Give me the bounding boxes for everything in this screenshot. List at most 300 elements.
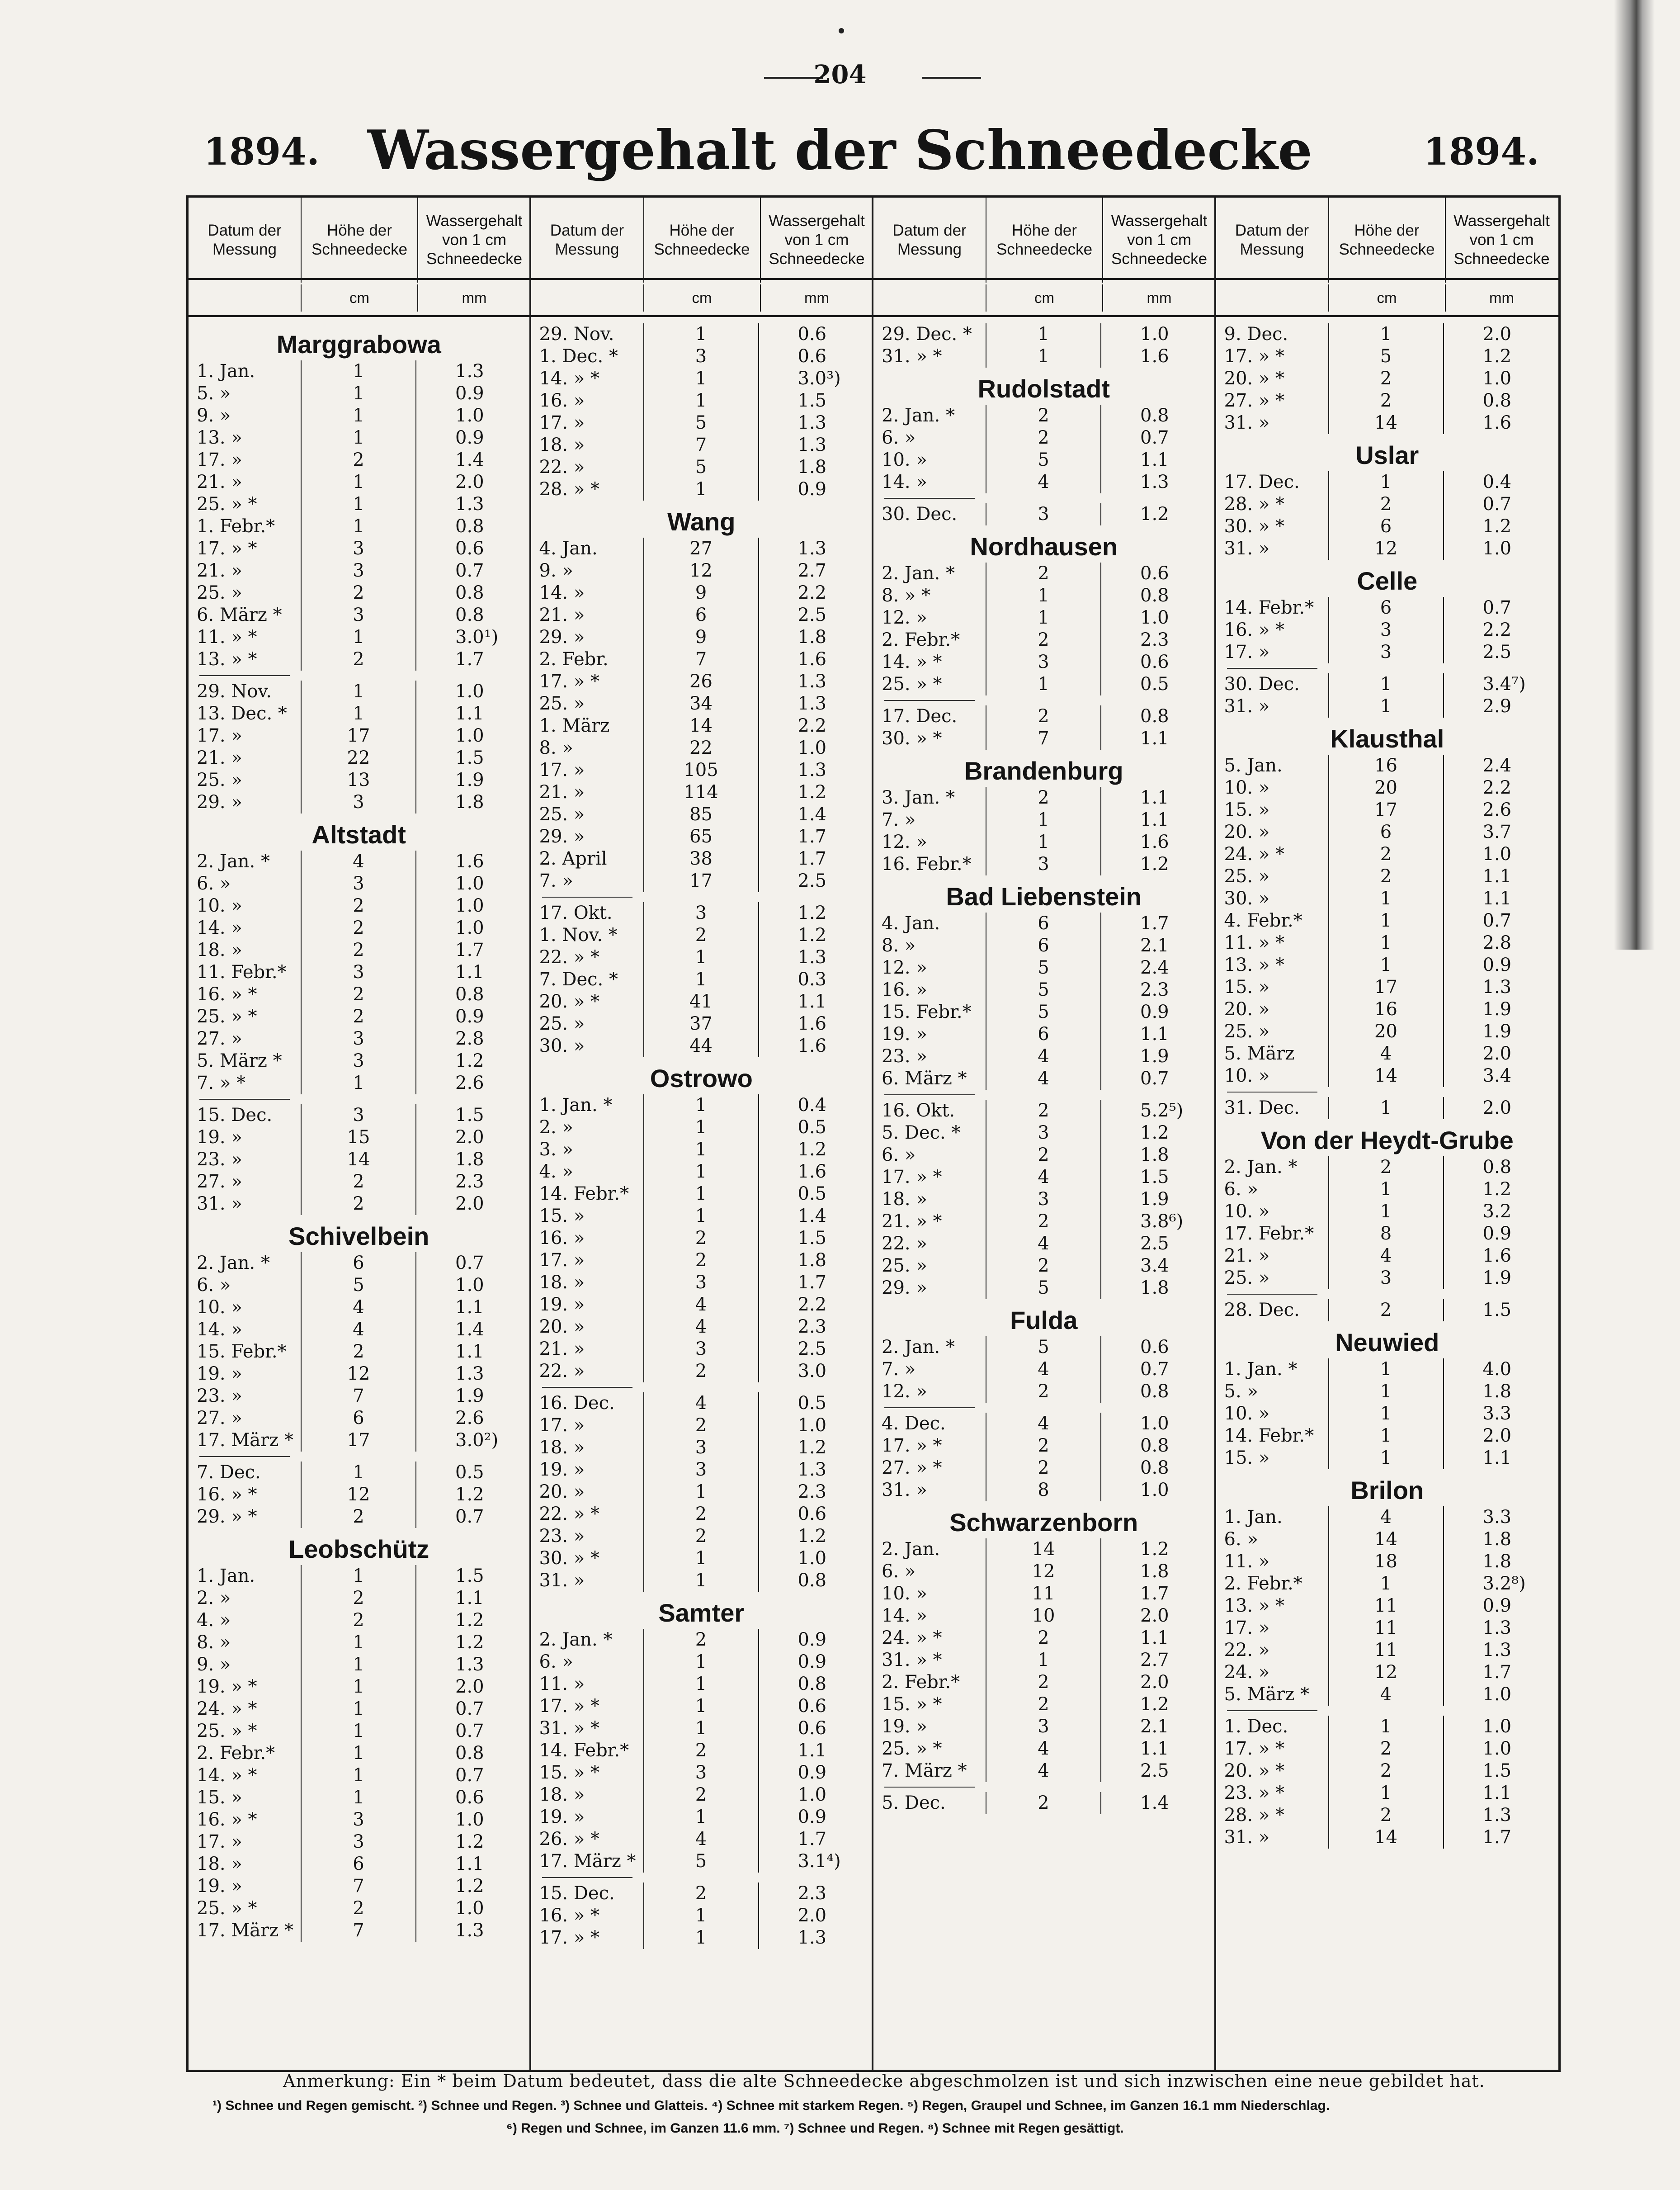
date-cell: 6. März * bbox=[197, 605, 282, 625]
date-cell: 13. » * bbox=[1224, 1595, 1285, 1616]
date-cell: 8. » bbox=[882, 935, 916, 956]
water-cell: 0.9 bbox=[1482, 1223, 1512, 1244]
date-cell: 5. » bbox=[1224, 1381, 1258, 1402]
height-cell: 65 bbox=[643, 826, 759, 848]
table-row bbox=[189, 405, 529, 427]
date-cell: 17. » * bbox=[1224, 1738, 1285, 1759]
water-cell: 0.8 bbox=[1482, 1157, 1512, 1178]
date-cell: 25. » bbox=[197, 770, 242, 790]
height-cell: 4 bbox=[986, 1413, 1101, 1435]
table-row bbox=[873, 728, 1214, 750]
height-cell: 7 bbox=[301, 1385, 416, 1407]
water-cell: 2.7 bbox=[798, 560, 827, 581]
water-cell: 1.0 bbox=[1140, 1413, 1169, 1434]
height-cell: 5 bbox=[643, 1850, 759, 1873]
column-body bbox=[1216, 317, 1558, 1849]
water-cell: 1.9 bbox=[1140, 1189, 1169, 1210]
height-cell: 34 bbox=[643, 693, 759, 715]
table-row bbox=[1216, 323, 1558, 345]
water-cell: 1.3 bbox=[455, 494, 484, 515]
water-cell: 1.6 bbox=[1140, 832, 1169, 852]
date-cell: 19. » bbox=[197, 1876, 242, 1897]
water-cell: 2.3 bbox=[798, 1481, 827, 1502]
water-cell: 1.0 bbox=[455, 895, 484, 916]
table-row bbox=[1216, 1097, 1558, 1119]
date-cell: 17. » * bbox=[1224, 346, 1285, 367]
height-cell: 14 bbox=[643, 715, 759, 737]
water-cell: 2.1 bbox=[1140, 935, 1169, 956]
date-cell: 17. » bbox=[539, 1250, 585, 1271]
height-cell: 2 bbox=[301, 1609, 416, 1632]
date-cell: 4. Febr.* bbox=[1224, 910, 1302, 931]
water-cell: 1.1 bbox=[1140, 728, 1169, 749]
height-cell: 2 bbox=[643, 1784, 759, 1806]
date-cell: 20. » * bbox=[1224, 368, 1285, 389]
water-cell: 1.7 bbox=[455, 649, 484, 670]
table-row bbox=[189, 1104, 529, 1126]
water-cell: 1.2 bbox=[1140, 1694, 1169, 1715]
table-row bbox=[189, 961, 529, 984]
unit-height: cm bbox=[986, 284, 1103, 312]
height-cell: 11 bbox=[1328, 1617, 1444, 1639]
water-cell: 1.0 bbox=[455, 1275, 484, 1296]
table-row bbox=[873, 1738, 1214, 1760]
height-cell: 9 bbox=[643, 582, 759, 604]
table-row bbox=[531, 1717, 872, 1740]
table-row bbox=[531, 538, 872, 560]
water-cell: 1.6 bbox=[798, 1161, 827, 1182]
table-row bbox=[873, 471, 1214, 493]
height-cell: 1 bbox=[643, 1695, 759, 1717]
water-cell: 0.9 bbox=[1140, 1002, 1169, 1022]
table-row bbox=[1216, 538, 1558, 560]
table-row bbox=[189, 1897, 529, 1920]
height-cell: 2 bbox=[986, 1627, 1101, 1649]
table-row bbox=[189, 703, 529, 725]
height-cell: 11 bbox=[1328, 1639, 1444, 1661]
date-cell: 31. » bbox=[197, 1193, 242, 1214]
date-cell: 20. » * bbox=[539, 991, 600, 1012]
water-cell: 2.3 bbox=[798, 1883, 827, 1904]
date-cell: 27. » bbox=[197, 1171, 242, 1192]
date-cell: 7. » bbox=[882, 1359, 916, 1380]
header-date: Datum der Messung bbox=[208, 222, 282, 258]
water-cell: 1.5 bbox=[1140, 1167, 1169, 1187]
height-cell: 3 bbox=[301, 604, 416, 626]
table-row bbox=[189, 984, 529, 1006]
table-row bbox=[531, 1481, 872, 1503]
date-cell: 7. März * bbox=[882, 1760, 967, 1781]
height-cell: 4 bbox=[643, 1828, 759, 1850]
height-cell: 1 bbox=[301, 1787, 416, 1809]
water-cell: 0.7 bbox=[455, 1765, 484, 1786]
water-cell: 2.0 bbox=[455, 472, 484, 492]
table-row bbox=[1216, 998, 1558, 1021]
table-row bbox=[189, 449, 529, 471]
water-cell: 1.2 bbox=[1482, 1179, 1512, 1200]
table-row bbox=[873, 607, 1214, 629]
height-cell: 14 bbox=[1328, 1826, 1444, 1849]
height-cell: 4 bbox=[1328, 1043, 1444, 1065]
water-cell: 1.7 bbox=[798, 848, 827, 869]
water-cell: 1.4 bbox=[455, 1319, 484, 1340]
water-cell: 1.2 bbox=[1482, 516, 1512, 537]
date-cell: 17. » * bbox=[197, 538, 257, 559]
date-cell: 8. » bbox=[539, 738, 573, 758]
date-cell: 14. » bbox=[882, 1605, 927, 1626]
table-row bbox=[189, 538, 529, 560]
water-cell: 1.1 bbox=[1482, 1447, 1512, 1468]
date-cell: 5. Dec. * bbox=[882, 1122, 961, 1143]
water-cell: 2.1 bbox=[1140, 1716, 1169, 1737]
water-cell: 0.8 bbox=[1482, 390, 1512, 411]
water-cell: 3.4 bbox=[1482, 1065, 1512, 1086]
table-row bbox=[873, 1122, 1214, 1144]
date-cell: 25. » bbox=[539, 1013, 585, 1034]
date-cell: 15. Dec. bbox=[197, 1105, 273, 1126]
height-cell: 1 bbox=[986, 345, 1101, 368]
table-row bbox=[531, 826, 872, 848]
date-cell: 19. » bbox=[197, 1127, 242, 1148]
table-row bbox=[531, 848, 872, 870]
table-row bbox=[189, 1920, 529, 1942]
date-cell: 6. » bbox=[197, 1275, 231, 1296]
table-row bbox=[189, 1252, 529, 1274]
date-cell: 19. » bbox=[882, 1024, 927, 1045]
height-cell: 1 bbox=[643, 1481, 759, 1503]
water-cell: 1.4 bbox=[1140, 1793, 1169, 1813]
table-row bbox=[189, 1720, 529, 1742]
date-cell: 7. Dec. bbox=[197, 1462, 261, 1483]
height-cell: 85 bbox=[643, 804, 759, 826]
date-cell: 1. Jan. bbox=[1224, 1507, 1283, 1528]
height-cell: 6 bbox=[1328, 597, 1444, 619]
table-row bbox=[873, 1358, 1214, 1381]
season-separator bbox=[189, 1452, 529, 1462]
water-cell: 0.8 bbox=[798, 1570, 827, 1591]
date-cell: 17. » bbox=[539, 412, 585, 433]
station-name: Wang bbox=[667, 507, 736, 536]
height-cell: 1 bbox=[643, 1205, 759, 1227]
date-cell: 16. » bbox=[882, 979, 927, 1000]
date-cell: 22. » * bbox=[539, 947, 600, 968]
height-cell: 2 bbox=[643, 1414, 759, 1437]
date-cell: 15. » bbox=[1224, 799, 1270, 820]
height-cell: 1 bbox=[1328, 910, 1444, 932]
height-cell: 5 bbox=[643, 412, 759, 434]
date-cell: 19. » bbox=[197, 1363, 242, 1384]
table-row bbox=[873, 1023, 1214, 1045]
season-separator bbox=[1216, 1087, 1558, 1097]
header-date: Datum der Messung bbox=[550, 222, 624, 258]
date-cell: 12. » bbox=[882, 957, 927, 978]
water-cell: 1.7 bbox=[455, 940, 484, 960]
height-cell: 1 bbox=[1328, 1358, 1444, 1381]
station-name: Uslar bbox=[1355, 441, 1419, 469]
height-cell: 17 bbox=[643, 870, 759, 892]
water-cell: 0.9 bbox=[455, 383, 484, 404]
date-cell: 30. Dec. bbox=[882, 504, 958, 525]
water-cell: 0.6 bbox=[798, 324, 827, 345]
height-cell: 1 bbox=[643, 1806, 759, 1828]
date-cell: 31. » bbox=[1224, 538, 1270, 559]
water-cell: 2.5 bbox=[1140, 1233, 1169, 1254]
height-cell: 1 bbox=[301, 1698, 416, 1720]
water-cell: 0.6 bbox=[455, 1787, 484, 1808]
height-cell: 1 bbox=[301, 626, 416, 648]
date-cell: 14. Febr.* bbox=[1224, 597, 1314, 618]
height-cell: 2 bbox=[986, 1255, 1101, 1277]
table-row bbox=[531, 560, 872, 582]
season-separator bbox=[873, 695, 1214, 705]
date-cell: 28. » * bbox=[1224, 494, 1285, 515]
water-cell: 1.7 bbox=[1482, 1827, 1512, 1848]
table-row bbox=[189, 1654, 529, 1676]
water-cell: 0.9 bbox=[455, 427, 484, 448]
date-cell: 3. » bbox=[539, 1139, 573, 1160]
height-cell: 38 bbox=[643, 848, 759, 870]
date-cell: 10. » bbox=[882, 449, 927, 470]
water-cell: 0.7 bbox=[455, 560, 484, 581]
height-cell: 1 bbox=[643, 390, 759, 412]
date-cell: 3. Jan. * bbox=[882, 787, 955, 808]
date-cell: 2. Febr.* bbox=[1224, 1573, 1302, 1594]
water-cell: 1.0 bbox=[798, 1784, 827, 1805]
table-row bbox=[531, 1205, 872, 1227]
water-cell: 1.7 bbox=[1482, 1662, 1512, 1683]
table-row bbox=[189, 851, 529, 873]
table-row bbox=[189, 917, 529, 939]
water-cell: 2.3 bbox=[455, 1171, 484, 1192]
water-cell: 1.0 bbox=[1482, 538, 1512, 559]
height-cell: 2 bbox=[301, 895, 416, 917]
column-body bbox=[531, 317, 872, 1949]
height-cell: 3 bbox=[301, 1831, 416, 1853]
height-cell: 1 bbox=[643, 946, 759, 969]
height-cell: 4 bbox=[643, 1392, 759, 1414]
height-cell: 6 bbox=[986, 913, 1101, 935]
height-cell: 1 bbox=[1328, 1573, 1444, 1595]
date-cell: 2. Jan. * bbox=[539, 1629, 613, 1650]
height-cell: 6 bbox=[643, 604, 759, 626]
date-cell: 14. » * bbox=[539, 368, 600, 389]
table-row bbox=[873, 831, 1214, 853]
date-cell: 7. » * bbox=[197, 1073, 246, 1093]
table-row bbox=[531, 478, 872, 501]
height-cell: 4 bbox=[986, 1738, 1101, 1760]
table-row bbox=[1216, 1403, 1558, 1425]
table-row bbox=[189, 791, 529, 814]
date-cell: 16. » bbox=[539, 390, 585, 411]
season-separator bbox=[1216, 1289, 1558, 1299]
date-cell: 9. » bbox=[197, 405, 231, 426]
date-cell: 23. » bbox=[539, 1526, 585, 1547]
header-rule bbox=[1216, 278, 1560, 280]
header-height: Höhe der Schneedecke bbox=[301, 198, 418, 283]
water-cell: 2.0 bbox=[455, 1193, 484, 1214]
water-cell: 1.6 bbox=[798, 1013, 827, 1034]
date-cell: 15. » bbox=[1224, 1447, 1270, 1468]
table-row bbox=[1216, 1551, 1558, 1573]
date-cell: 17. Dec. bbox=[882, 706, 958, 727]
water-cell: 0.7 bbox=[1140, 427, 1169, 448]
height-cell: 1 bbox=[643, 1547, 759, 1570]
water-cell: 0.9 bbox=[798, 479, 827, 500]
water-cell: 0.5 bbox=[455, 1462, 484, 1483]
height-cell: 2 bbox=[643, 1249, 759, 1272]
season-separator bbox=[873, 1403, 1214, 1413]
height-cell: 20 bbox=[1328, 777, 1444, 799]
height-cell: 1 bbox=[986, 1649, 1101, 1671]
height-cell: 1 bbox=[643, 1673, 759, 1695]
station-name: Bad Liebenstein bbox=[946, 882, 1142, 911]
water-cell: 1.0 bbox=[798, 1415, 827, 1436]
date-cell: 16. Okt. bbox=[882, 1100, 955, 1121]
table-row bbox=[189, 1429, 529, 1452]
water-cell: 1.8 bbox=[455, 1149, 484, 1170]
table-row bbox=[189, 895, 529, 917]
table-row bbox=[873, 913, 1214, 935]
table-row bbox=[531, 1503, 872, 1525]
unit-water: mm bbox=[1489, 289, 1514, 306]
height-cell: 2 bbox=[986, 1144, 1101, 1166]
table-row bbox=[531, 1784, 872, 1806]
header-height: Höhe der Schneedecke bbox=[1328, 198, 1446, 283]
table-row bbox=[873, 1716, 1214, 1738]
height-cell: 3 bbox=[986, 1188, 1101, 1211]
water-cell: 0.9 bbox=[455, 1006, 484, 1027]
table-row bbox=[1216, 1661, 1558, 1684]
season-separator bbox=[873, 493, 1214, 503]
table-row bbox=[531, 1828, 872, 1850]
water-cell: 2.2 bbox=[798, 715, 827, 736]
table-row bbox=[1216, 1447, 1558, 1469]
height-cell: 4 bbox=[301, 1296, 416, 1319]
height-cell: 3 bbox=[301, 560, 416, 582]
height-cell: 1 bbox=[643, 1183, 759, 1205]
height-cell: 1 bbox=[1328, 471, 1444, 493]
table-row bbox=[531, 1806, 872, 1828]
header-height: Höhe der Schneedecke bbox=[643, 198, 761, 283]
height-cell: 2 bbox=[1328, 843, 1444, 866]
water-cell: 3.2 bbox=[1482, 1201, 1512, 1222]
date-cell: 15. » bbox=[197, 1787, 242, 1808]
water-cell: 1.0 bbox=[455, 405, 484, 426]
height-cell: 1 bbox=[643, 1161, 759, 1183]
water-cell: 2.3 bbox=[1140, 629, 1169, 650]
table-row bbox=[189, 1742, 529, 1764]
water-cell: 0.7 bbox=[1140, 1359, 1169, 1380]
height-cell: 3 bbox=[986, 853, 1101, 875]
station-name: Marggrabowa bbox=[276, 330, 441, 359]
water-cell: 1.4 bbox=[455, 449, 484, 470]
table-row bbox=[189, 1363, 529, 1385]
table-row bbox=[189, 1506, 529, 1528]
table-row bbox=[531, 1227, 872, 1249]
height-cell: 1 bbox=[986, 585, 1101, 607]
height-cell: 3 bbox=[643, 1272, 759, 1294]
height-cell: 1 bbox=[1328, 1097, 1444, 1119]
height-cell: 7 bbox=[986, 728, 1101, 750]
date-cell: 25. » bbox=[1224, 1268, 1270, 1288]
height-cell: 2 bbox=[643, 1503, 759, 1525]
table-row bbox=[189, 1050, 529, 1072]
water-cell: 1.5 bbox=[455, 747, 484, 768]
height-cell: 4 bbox=[1328, 1506, 1444, 1528]
height-cell: 3 bbox=[301, 961, 416, 984]
table-row bbox=[189, 626, 529, 648]
table-row bbox=[1216, 1299, 1558, 1321]
height-cell: 3 bbox=[986, 503, 1101, 525]
height-cell: 1 bbox=[643, 1717, 759, 1740]
table-row bbox=[189, 1809, 529, 1831]
date-cell: 1. Jan. bbox=[197, 361, 255, 382]
water-cell: 1.1 bbox=[455, 1297, 484, 1318]
water-cell: 1.5 bbox=[455, 1105, 484, 1126]
height-cell: 14 bbox=[301, 1149, 416, 1171]
table-row bbox=[873, 1671, 1214, 1693]
date-cell: 25. » bbox=[539, 693, 585, 714]
table-row bbox=[1216, 695, 1558, 718]
scan-edge-shadow bbox=[1614, 0, 1655, 950]
height-cell: 6 bbox=[986, 1023, 1101, 1045]
water-cell: 1.0 bbox=[1482, 1716, 1512, 1737]
table-row bbox=[531, 1316, 872, 1338]
water-cell: 1.0 bbox=[1482, 844, 1512, 865]
table-row bbox=[531, 1740, 872, 1762]
table-row bbox=[873, 1605, 1214, 1627]
table-row bbox=[531, 1013, 872, 1035]
header-date: Datum der Messung bbox=[892, 222, 967, 258]
height-cell: 3 bbox=[301, 791, 416, 814]
table-row bbox=[531, 323, 872, 345]
water-cell: 2.0 bbox=[455, 1676, 484, 1697]
height-cell: 2 bbox=[986, 563, 1101, 585]
date-cell: 1. Dec. bbox=[1224, 1716, 1288, 1737]
water-cell: 1.2 bbox=[455, 1484, 484, 1505]
height-cell: 4 bbox=[1328, 1245, 1444, 1267]
height-cell: 2 bbox=[643, 1883, 759, 1905]
header-water: Wassergehalt von 1 cm Schneedecke bbox=[1111, 212, 1208, 268]
water-cell: 1.2 bbox=[455, 1831, 484, 1852]
height-cell: 2 bbox=[1328, 1804, 1444, 1826]
water-cell: 0.4 bbox=[1482, 472, 1512, 492]
table-row bbox=[873, 503, 1214, 525]
table-row bbox=[873, 1479, 1214, 1501]
table-row bbox=[189, 1609, 529, 1632]
station-name: Fulda bbox=[1010, 1306, 1078, 1334]
height-cell: 4 bbox=[301, 851, 416, 873]
table-row bbox=[189, 360, 529, 383]
water-cell: 0.8 bbox=[1140, 1381, 1169, 1402]
water-cell: 1.0 bbox=[455, 1898, 484, 1919]
height-cell: 1 bbox=[1328, 1447, 1444, 1469]
height-cell: 7 bbox=[643, 434, 759, 456]
table-row bbox=[531, 1850, 872, 1873]
height-cell: 1 bbox=[301, 493, 416, 516]
station-name: Rudolstadt bbox=[977, 374, 1110, 403]
date-cell: 30. » bbox=[1224, 888, 1270, 909]
table-row bbox=[531, 1905, 872, 1927]
water-cell: 1.9 bbox=[1482, 999, 1512, 1020]
header-water: Wassergehalt von 1 cm Schneedecke bbox=[1453, 212, 1550, 268]
table-row bbox=[1216, 799, 1558, 821]
table-row bbox=[531, 1116, 872, 1139]
water-cell: 1.2 bbox=[1482, 346, 1512, 367]
column-header bbox=[189, 198, 529, 317]
height-cell: 3 bbox=[1328, 1267, 1444, 1289]
table-row bbox=[531, 1525, 872, 1547]
